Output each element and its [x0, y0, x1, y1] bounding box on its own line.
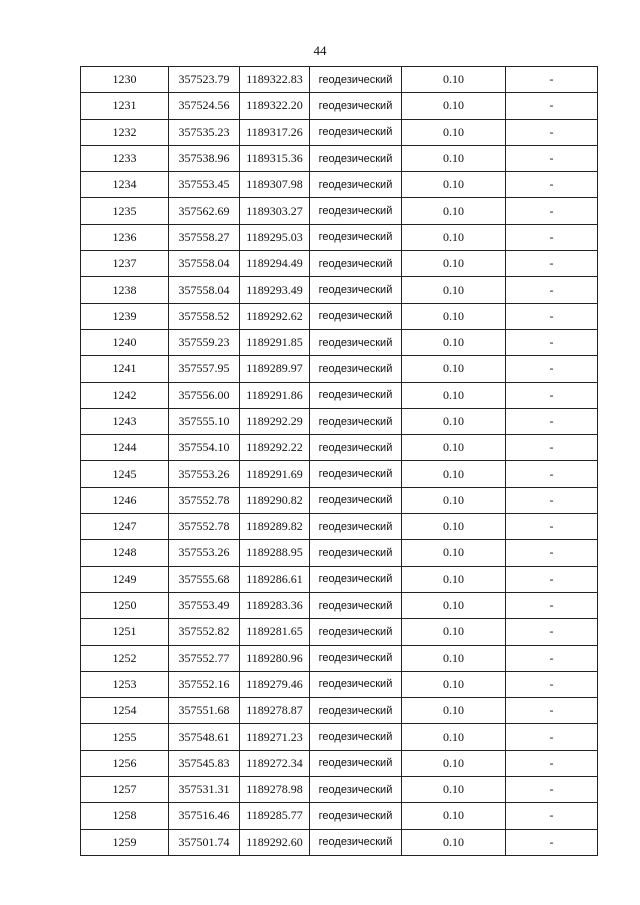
point-number-cell: 1250	[81, 592, 169, 618]
accuracy-cell: 0.10	[402, 724, 506, 750]
x-coordinate-cell: 357553.26	[169, 540, 240, 566]
table-row	[81, 382, 598, 408]
table-row	[81, 750, 598, 776]
y-coordinate-cell: 1189315.36	[240, 145, 310, 171]
point-number-cell: 1234	[81, 172, 169, 198]
note-cell: -	[506, 119, 598, 145]
accuracy-cell: 0.10	[402, 67, 506, 93]
note-cell: -	[506, 487, 598, 513]
y-coordinate-cell: 1189291.86	[240, 382, 310, 408]
note-cell: -	[506, 172, 598, 198]
note-cell: -	[506, 514, 598, 540]
accuracy-cell: 0.10	[402, 514, 506, 540]
point-number-cell: 1232	[81, 119, 169, 145]
table-row	[81, 829, 598, 855]
table-row	[81, 435, 598, 461]
method-cell: геодезический	[310, 514, 402, 540]
accuracy-cell: 0.10	[402, 829, 506, 855]
accuracy-cell: 0.10	[402, 172, 506, 198]
y-coordinate-cell: 1189283.36	[240, 592, 310, 618]
table-row	[81, 93, 598, 119]
note-cell: -	[506, 93, 598, 119]
note-cell: -	[506, 408, 598, 434]
y-coordinate-cell: 1189289.97	[240, 356, 310, 382]
accuracy-cell: 0.10	[402, 329, 506, 355]
point-number-cell: 1242	[81, 382, 169, 408]
x-coordinate-cell: 357524.56	[169, 93, 240, 119]
note-cell: -	[506, 277, 598, 303]
x-coordinate-cell: 357552.78	[169, 487, 240, 513]
point-number-cell: 1236	[81, 224, 169, 250]
x-coordinate-cell: 357523.79	[169, 67, 240, 93]
x-coordinate-cell: 357552.77	[169, 645, 240, 671]
accuracy-cell: 0.10	[402, 487, 506, 513]
point-number-cell: 1258	[81, 803, 169, 829]
table-row	[81, 540, 598, 566]
accuracy-cell: 0.10	[402, 145, 506, 171]
accuracy-cell: 0.10	[402, 408, 506, 434]
point-number-cell: 1247	[81, 514, 169, 540]
point-number-cell: 1241	[81, 356, 169, 382]
point-number-cell: 1256	[81, 750, 169, 776]
accuracy-cell: 0.10	[402, 566, 506, 592]
accuracy-cell: 0.10	[402, 277, 506, 303]
method-cell: геодезический	[310, 172, 402, 198]
accuracy-cell: 0.10	[402, 619, 506, 645]
point-number-cell: 1244	[81, 435, 169, 461]
accuracy-cell: 0.10	[402, 119, 506, 145]
method-cell: геодезический	[310, 566, 402, 592]
accuracy-cell: 0.10	[402, 540, 506, 566]
y-coordinate-cell: 1189292.62	[240, 303, 310, 329]
table-row	[81, 198, 598, 224]
table-row	[81, 224, 598, 250]
table-row	[81, 145, 598, 171]
table-row	[81, 803, 598, 829]
method-cell: геодезический	[310, 356, 402, 382]
method-cell: геодезический	[310, 67, 402, 93]
note-cell: -	[506, 251, 598, 277]
x-coordinate-cell: 357558.04	[169, 277, 240, 303]
accuracy-cell: 0.10	[402, 435, 506, 461]
point-number-cell: 1257	[81, 777, 169, 803]
accuracy-cell: 0.10	[402, 803, 506, 829]
method-cell: геодезический	[310, 777, 402, 803]
method-cell: геодезический	[310, 251, 402, 277]
note-cell: -	[506, 698, 598, 724]
x-coordinate-cell: 357552.82	[169, 619, 240, 645]
accuracy-cell: 0.10	[402, 750, 506, 776]
y-coordinate-cell: 1189288.95	[240, 540, 310, 566]
method-cell: геодезический	[310, 671, 402, 697]
note-cell: -	[506, 619, 598, 645]
table-row	[81, 67, 598, 93]
y-coordinate-cell: 1189285.77	[240, 803, 310, 829]
point-number-cell: 1248	[81, 540, 169, 566]
method-cell: геодезический	[310, 303, 402, 329]
note-cell: -	[506, 829, 598, 855]
note-cell: -	[506, 303, 598, 329]
table-row	[81, 172, 598, 198]
y-coordinate-cell: 1189278.98	[240, 777, 310, 803]
method-cell: геодезический	[310, 750, 402, 776]
note-cell: -	[506, 540, 598, 566]
note-cell: -	[506, 750, 598, 776]
note-cell: -	[506, 224, 598, 250]
point-number-cell: 1235	[81, 198, 169, 224]
y-coordinate-cell: 1189322.83	[240, 67, 310, 93]
point-number-cell: 1238	[81, 277, 169, 303]
note-cell: -	[506, 382, 598, 408]
accuracy-cell: 0.10	[402, 251, 506, 277]
accuracy-cell: 0.10	[402, 224, 506, 250]
method-cell: геодезический	[310, 408, 402, 434]
y-coordinate-cell: 1189289.82	[240, 514, 310, 540]
table-row	[81, 356, 598, 382]
table-row	[81, 724, 598, 750]
point-number-cell: 1240	[81, 329, 169, 355]
point-number-cell: 1239	[81, 303, 169, 329]
method-cell: геодезический	[310, 277, 402, 303]
method-cell: геодезический	[310, 803, 402, 829]
point-number-cell: 1255	[81, 724, 169, 750]
note-cell: -	[506, 145, 598, 171]
x-coordinate-cell: 357557.95	[169, 356, 240, 382]
accuracy-cell: 0.10	[402, 592, 506, 618]
method-cell: геодезический	[310, 435, 402, 461]
coordinates-table	[80, 66, 598, 856]
method-cell: геодезический	[310, 829, 402, 855]
table-row	[81, 619, 598, 645]
x-coordinate-cell: 357555.10	[169, 408, 240, 434]
y-coordinate-cell: 1189278.87	[240, 698, 310, 724]
x-coordinate-cell: 357545.83	[169, 750, 240, 776]
y-coordinate-cell: 1189292.29	[240, 408, 310, 434]
note-cell: -	[506, 566, 598, 592]
x-coordinate-cell: 357551.68	[169, 698, 240, 724]
method-cell: геодезический	[310, 461, 402, 487]
x-coordinate-cell: 357558.27	[169, 224, 240, 250]
x-coordinate-cell: 357552.16	[169, 671, 240, 697]
table-row	[81, 671, 598, 697]
x-coordinate-cell: 357548.61	[169, 724, 240, 750]
method-cell: геодезический	[310, 645, 402, 671]
method-cell: геодезический	[310, 198, 402, 224]
point-number-cell: 1230	[81, 67, 169, 93]
table-row	[81, 408, 598, 434]
note-cell: -	[506, 329, 598, 355]
page-number: 44	[313, 43, 327, 58]
method-cell: геодезический	[310, 382, 402, 408]
point-number-cell: 1231	[81, 93, 169, 119]
y-coordinate-cell: 1189271.23	[240, 724, 310, 750]
table-row	[81, 645, 598, 671]
table-row	[81, 698, 598, 724]
y-coordinate-cell: 1189286.61	[240, 566, 310, 592]
x-coordinate-cell: 357553.49	[169, 592, 240, 618]
x-coordinate-cell: 357562.69	[169, 198, 240, 224]
x-coordinate-cell: 357535.23	[169, 119, 240, 145]
y-coordinate-cell: 1189294.49	[240, 251, 310, 277]
y-coordinate-cell: 1189290.82	[240, 487, 310, 513]
point-number-cell: 1251	[81, 619, 169, 645]
y-coordinate-cell: 1189272.34	[240, 750, 310, 776]
y-coordinate-cell: 1189279.46	[240, 671, 310, 697]
method-cell: геодезический	[310, 224, 402, 250]
note-cell: -	[506, 724, 598, 750]
x-coordinate-cell: 357555.68	[169, 566, 240, 592]
table-row	[81, 777, 598, 803]
method-cell: геодезический	[310, 487, 402, 513]
note-cell: -	[506, 461, 598, 487]
point-number-cell: 1259	[81, 829, 169, 855]
accuracy-cell: 0.10	[402, 198, 506, 224]
point-number-cell: 1249	[81, 566, 169, 592]
method-cell: геодезический	[310, 540, 402, 566]
accuracy-cell: 0.10	[402, 461, 506, 487]
note-cell: -	[506, 67, 598, 93]
note-cell: -	[506, 645, 598, 671]
table-row	[81, 251, 598, 277]
method-cell: геодезический	[310, 145, 402, 171]
accuracy-cell: 0.10	[402, 93, 506, 119]
x-coordinate-cell: 357556.00	[169, 382, 240, 408]
table-row	[81, 514, 598, 540]
x-coordinate-cell: 357516.46	[169, 803, 240, 829]
x-coordinate-cell: 357554.10	[169, 435, 240, 461]
accuracy-cell: 0.10	[402, 382, 506, 408]
x-coordinate-cell: 357558.52	[169, 303, 240, 329]
accuracy-cell: 0.10	[402, 303, 506, 329]
method-cell: геодезический	[310, 329, 402, 355]
table-row	[81, 119, 598, 145]
y-coordinate-cell: 1189303.27	[240, 198, 310, 224]
y-coordinate-cell: 1189291.85	[240, 329, 310, 355]
coordinates-table-body	[81, 67, 598, 856]
point-number-cell: 1243	[81, 408, 169, 434]
table-row	[81, 303, 598, 329]
y-coordinate-cell: 1189307.98	[240, 172, 310, 198]
y-coordinate-cell: 1189292.60	[240, 829, 310, 855]
point-number-cell: 1246	[81, 487, 169, 513]
method-cell: геодезический	[310, 619, 402, 645]
method-cell: геодезический	[310, 93, 402, 119]
accuracy-cell: 0.10	[402, 698, 506, 724]
y-coordinate-cell: 1189293.49	[240, 277, 310, 303]
x-coordinate-cell: 357559.23	[169, 329, 240, 355]
table-row	[81, 487, 598, 513]
note-cell: -	[506, 435, 598, 461]
x-coordinate-cell: 357553.45	[169, 172, 240, 198]
note-cell: -	[506, 356, 598, 382]
x-coordinate-cell: 357538.96	[169, 145, 240, 171]
y-coordinate-cell: 1189281.65	[240, 619, 310, 645]
x-coordinate-cell: 357553.26	[169, 461, 240, 487]
point-number-cell: 1245	[81, 461, 169, 487]
note-cell: -	[506, 777, 598, 803]
point-number-cell: 1233	[81, 145, 169, 171]
note-cell: -	[506, 592, 598, 618]
method-cell: геодезический	[310, 724, 402, 750]
y-coordinate-cell: 1189291.69	[240, 461, 310, 487]
table-row	[81, 329, 598, 355]
x-coordinate-cell: 357531.31	[169, 777, 240, 803]
x-coordinate-cell: 357552.78	[169, 514, 240, 540]
y-coordinate-cell: 1189292.22	[240, 435, 310, 461]
table-row	[81, 461, 598, 487]
accuracy-cell: 0.10	[402, 645, 506, 671]
table-row	[81, 592, 598, 618]
note-cell: -	[506, 803, 598, 829]
table-row	[81, 277, 598, 303]
note-cell: -	[506, 198, 598, 224]
x-coordinate-cell: 357558.04	[169, 251, 240, 277]
method-cell: геодезический	[310, 592, 402, 618]
method-cell: геодезический	[310, 119, 402, 145]
accuracy-cell: 0.10	[402, 356, 506, 382]
point-number-cell: 1237	[81, 251, 169, 277]
accuracy-cell: 0.10	[402, 671, 506, 697]
x-coordinate-cell: 357501.74	[169, 829, 240, 855]
note-cell: -	[506, 671, 598, 697]
y-coordinate-cell: 1189322.20	[240, 93, 310, 119]
y-coordinate-cell: 1189317.26	[240, 119, 310, 145]
point-number-cell: 1252	[81, 645, 169, 671]
table-row	[81, 566, 598, 592]
point-number-cell: 1254	[81, 698, 169, 724]
accuracy-cell: 0.10	[402, 777, 506, 803]
point-number-cell: 1253	[81, 671, 169, 697]
method-cell: геодезический	[310, 698, 402, 724]
y-coordinate-cell: 1189295.03	[240, 224, 310, 250]
y-coordinate-cell: 1189280.96	[240, 645, 310, 671]
